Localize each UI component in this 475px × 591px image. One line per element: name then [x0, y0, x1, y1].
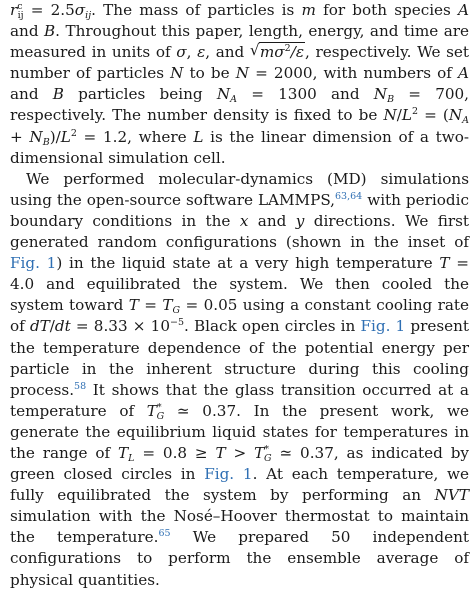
math-symbol: T	[162, 296, 173, 315]
text-span: . Throughout this paper, length, energy, and time are measured in units of	[10, 22, 469, 62]
text-span: /	[49, 317, 55, 336]
text-span: . The mass of particles is	[91, 1, 302, 19]
math-symbol: B	[44, 22, 56, 41]
math-subscript: B	[42, 136, 50, 148]
math-subscript: A	[462, 115, 470, 127]
text-span: = 0.8 ≥	[134, 443, 216, 462]
math-subscript: A	[230, 94, 237, 106]
text-span: = (	[418, 106, 449, 125]
math-superscript: 2	[284, 43, 291, 55]
text-span: ≃ 0.37, as indicated by green closed circles in	[10, 443, 470, 484]
text-span: >	[225, 443, 255, 462]
math-symbol: T	[439, 254, 450, 273]
math-subscript: G	[264, 452, 272, 464]
math-symbol: NVT	[434, 486, 469, 505]
math-symbol: σ	[74, 1, 86, 19]
math-symbol: dt	[54, 317, 71, 336]
citation-link[interactable]: 58	[74, 380, 87, 392]
math-symbol: T	[254, 443, 265, 462]
math-symbol: y	[295, 211, 305, 230]
math-symbol: T	[118, 443, 129, 462]
math-symbol: σ	[176, 43, 187, 62]
math-symbol: dT	[29, 317, 50, 336]
math-symbol: A	[458, 64, 469, 83]
math-symbol: L	[193, 127, 204, 146]
math-symbol: mσ	[259, 43, 285, 62]
text-span: = 4.0 and equilibrated the system. We then cooled the system toward	[10, 254, 469, 315]
text-span: is the linear dimension of a two-dimensional simulation cell.	[10, 127, 469, 167]
text-span: . At each temperature, we fully equilibrated the system by performing an	[10, 465, 470, 505]
text-span: with periodic boundary conditions in the	[10, 190, 469, 230]
text-span: We prepared 50 independent configurations to perform the ensemble average of physical quantities.	[10, 528, 469, 589]
math-subscript: B	[387, 94, 395, 106]
text-span: It shows that the glass transition occurred at a temperature of	[10, 380, 469, 420]
math-symbol: ε	[197, 43, 206, 62]
math-superscript: c	[17, 1, 23, 12]
math-symbol: T	[128, 296, 139, 315]
text-span: = 1.2, where	[76, 127, 194, 146]
text-span: particles being	[63, 85, 217, 104]
math-symbol: L	[401, 106, 412, 125]
text-span: ≃ 0.37. In the present work, we generate the equilibrium liquid states for temperatures in the range of	[10, 401, 470, 462]
math-symbol: T	[215, 443, 226, 462]
paragraph-model-units	[10, 0, 469, 169]
text-span: simulation with the Nosé–Hoover thermostat to maintain the temperature.	[10, 507, 469, 547]
text-span: and	[10, 85, 53, 104]
figure-link[interactable]: Fig. 1	[360, 317, 406, 336]
math-subscript: ij	[85, 10, 92, 21]
math-subscript: G	[156, 410, 165, 422]
math-symbol: N	[235, 64, 249, 83]
text-span: and	[248, 211, 296, 230]
figure-link[interactable]: Fig. 1	[204, 465, 253, 484]
citation-link[interactable]: 65	[158, 528, 171, 540]
text-span: +	[10, 127, 30, 146]
text-span: ,	[186, 43, 198, 62]
math-subscript: G	[172, 305, 181, 317]
math-superscript: *	[156, 401, 162, 413]
text-span: = 0.05 using a constant cooling rate of	[10, 296, 469, 336]
math-symbol: r	[10, 1, 18, 19]
text-span: and	[10, 22, 44, 41]
text-span: ) in the liquid state at a very high temperature	[56, 254, 440, 273]
math-symbol: N	[373, 85, 388, 104]
math-superscript: −5	[169, 317, 184, 329]
math-symbol: T	[146, 401, 157, 420]
text-span: = 700, respectively. The number density is fixed to be	[10, 85, 470, 125]
text-span: = 2.5	[23, 1, 75, 19]
text-span: directions. We first generated random configurations (shown in the inset of	[10, 211, 469, 252]
text-span: =	[138, 296, 163, 315]
radicand	[259, 42, 305, 61]
text-span: for both species	[315, 1, 459, 19]
text-span: /	[396, 106, 402, 125]
figure-link[interactable]: Fig. 1	[10, 254, 57, 273]
text-span: , and	[205, 43, 250, 62]
math-symbol: N	[216, 85, 231, 104]
square-root	[250, 42, 305, 63]
text-span: We performed molecular-dynamics (MD) simulations using the open-source software LAMMPS,	[10, 169, 469, 209]
math-symbol: m	[301, 1, 316, 19]
text-span: = 8.33 × 10	[70, 317, 170, 336]
text-span: to be	[183, 64, 236, 83]
math-superscript: 2	[411, 106, 418, 118]
math-symbol: L	[60, 127, 71, 146]
text-span: )/	[49, 127, 61, 146]
math-symbol: N	[448, 106, 463, 125]
citation-link[interactable]: 63,64	[335, 190, 363, 202]
text-span: = 2000, with numbers of	[249, 64, 459, 83]
math-subscript: ij	[17, 10, 24, 21]
math-symbol: N	[29, 127, 43, 146]
text-span: = 1300 and	[236, 85, 374, 104]
text-span: . Black open circles in	[184, 317, 361, 336]
math-subscript: L	[128, 452, 135, 464]
text-span: , respectively. We set number of particles	[10, 43, 469, 83]
math-superscript: 2	[70, 127, 77, 139]
math-symbol: B	[52, 85, 64, 104]
math-symbol: N	[170, 64, 184, 83]
math-symbol: N	[383, 106, 397, 125]
math-superscript: *	[264, 443, 270, 455]
math-symbol: A	[458, 1, 469, 19]
math-symbol: /ε	[290, 43, 304, 62]
paragraph-md-simulations	[10, 169, 469, 591]
text-span: present the temperature dependence of the potential energy per particle in the inherent structure during this cooling process.	[10, 317, 470, 399]
math-symbol: x	[239, 211, 249, 230]
